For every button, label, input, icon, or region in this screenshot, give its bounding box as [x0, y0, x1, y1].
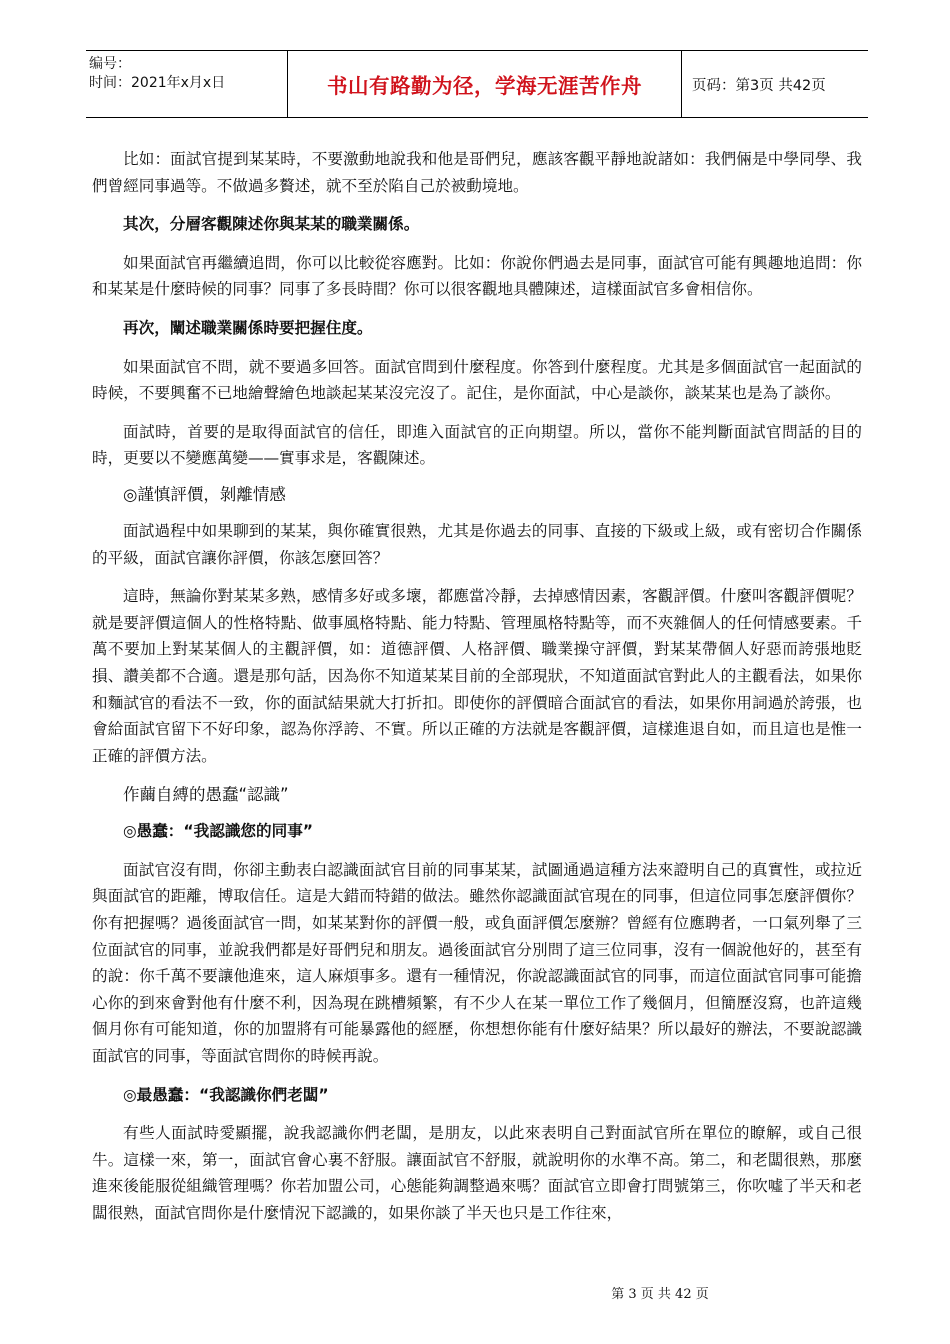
- paragraph: 如果面試官不問，就不要過多回答。面試官問到什麼程度。你答到什麼程度。尤其是多個面試官一起面試的時候，不要興奮不已地繪聲繪色地談起某某沒完沒了。記住，是你面試，中心是談你，談某某也是為了談你。: [92, 357, 862, 403]
- paragraph: 面試過程中如果聊到的某某，與你確實很熟，尤其是你過去的同事、直接的下級或上級，或有密切合作關係的平級，面試官讓你評價，你該怎麼回答？: [92, 521, 862, 567]
- page-header: [86, 50, 868, 118]
- bold-heading: 再次，闡述職業關係時要把握住度。: [123, 318, 373, 337]
- bold-heading: ◎愚蠢：“我認識您的同事”: [123, 822, 314, 841]
- header-meta: [86, 51, 288, 117]
- page-footer: [0, 1283, 950, 1302]
- header-motto: 书山有路勤为径，学海无涯苦作舟: [288, 51, 682, 117]
- paragraph: 面試時，首要的是取得面試官的信任，即進入面試官的正向期望。所以，當你不能判斷面試官問話的目的時，更要以不變應萬變——實事求是，客觀陳述。: [92, 422, 862, 468]
- document-time-label: 时间：2021年x月x日: [89, 75, 226, 91]
- paragraph: 面試官沒有問，你卻主動表白認識面試官目前的同事某某，試圖通過這種方法來證明自己的真實性，或拉近與面試官的距離，博取信任。這是大錯而特錯的做法。雖然你認識面試官現在的同事，但這位同事怎麼評價你？你有把握嗎？過後面試官一問，如某某對你的評價一般，或負面評價怎麼辦？曾經有位應聘者，一口氣列舉了三位面試官的同事，並說我們都是好哥們兒和朋友。過後面試官分別問了這三位同事，沒有一個說他好的，甚至有的說：你千萬不要讓他進來，這人麻煩事多。還有一種情況，你說認識面試官的同事，而這位面試官同事可能擔心你的到來會對他有什麼不利，因為現在跳槽頻繁，有不少人在某一單位工作了幾個月，但簡歷沒寫，也許這幾個月你有可能知道，你的加盟將有可能暴露他的經歷，你想想你能有什麼好結果？所以最好的辦法，不要說認識面試官的同事，等面試官問你的時候再說。: [92, 860, 862, 1066]
- document-body: [92, 146, 862, 1227]
- paragraph: 比如：面試官提到某某時，不要激動地說我和他是哥們兒，應該客觀平靜地說諸如：我們倆是中學同學、我們曾經同事過等。不做過多贅述，就不至於陷自己於被動境地。: [92, 150, 862, 195]
- paragraph: 這時，無論你對某某多熟，感情多好或多壞，都應當冷靜，去掉感情因素，客觀評價。什麼叫客觀評價呢？就是要評價這個人的性格特點、做事風格特點、能力特點、管理風格特點等，而不夾雜個人的任何情感要素。千萬不要加上對某某個人的主觀評價，如：道德評價、人格評價、職業操守評價，對某某帶個人好惡而誇張地貶損、讚美都不合適。還是那句話，因為你不知道某某目前的全部現狀，不知道面試官對此人的主觀看法，如果你和麵試官的看法不一致，你的面試結果就大打折扣。即使你的評價暗合面試官的看法，如果你用詞過於誇張，也會給面試官留下不好印象，認為你浮誇、不實。所以正確的方法就是客觀評價，這樣進退自如，而且這也是惟一正確的評價方法。: [92, 587, 862, 765]
- section-heading: ◎謹慎評價，剝離情感: [123, 484, 286, 504]
- header-page-info: 页码：第3页 共42页: [692, 77, 826, 94]
- bold-heading: 其次，分層客觀陳述你與某某的職業關係。: [123, 215, 420, 234]
- paragraph: 如果面試官再繼續追問，你可以比較從容應對。比如：你說你們過去是同事，面試官可能有興趣地追問：你和某某是什麼時候的同事？同事了多長時間？你可以很客觀地具體陳述，這樣面試官多會相信你。: [92, 253, 862, 299]
- bold-heading: ◎最愚蠢：“我認識你們老闆”: [123, 1085, 329, 1104]
- document-number-label: 编号：: [89, 56, 131, 72]
- section-heading: 作繭自縛的愚蠢“認識”: [123, 785, 289, 805]
- footer-page-number: 第 3 页 共 42 页: [611, 1287, 709, 1302]
- paragraph: 有些人面試時愛顯擺，說我認識你們老闆，是朋友，以此來表明自己對面試官所在單位的瞭解，或自己很牛。這樣一來，第一，面試官會心裏不舒服。讓面試官不舒服，就說明你的水準不高。第二，和老闆很熟，那麼進來後能服從組織管理嗎？你若加盟公司，心態能夠調整過來嗎？面試官立即會打問號第三，你吹噓了半天和老闆很熟，面試官問你是什麼情況下認識的，如果你談了半天也只是工作往來，: [92, 1124, 862, 1222]
